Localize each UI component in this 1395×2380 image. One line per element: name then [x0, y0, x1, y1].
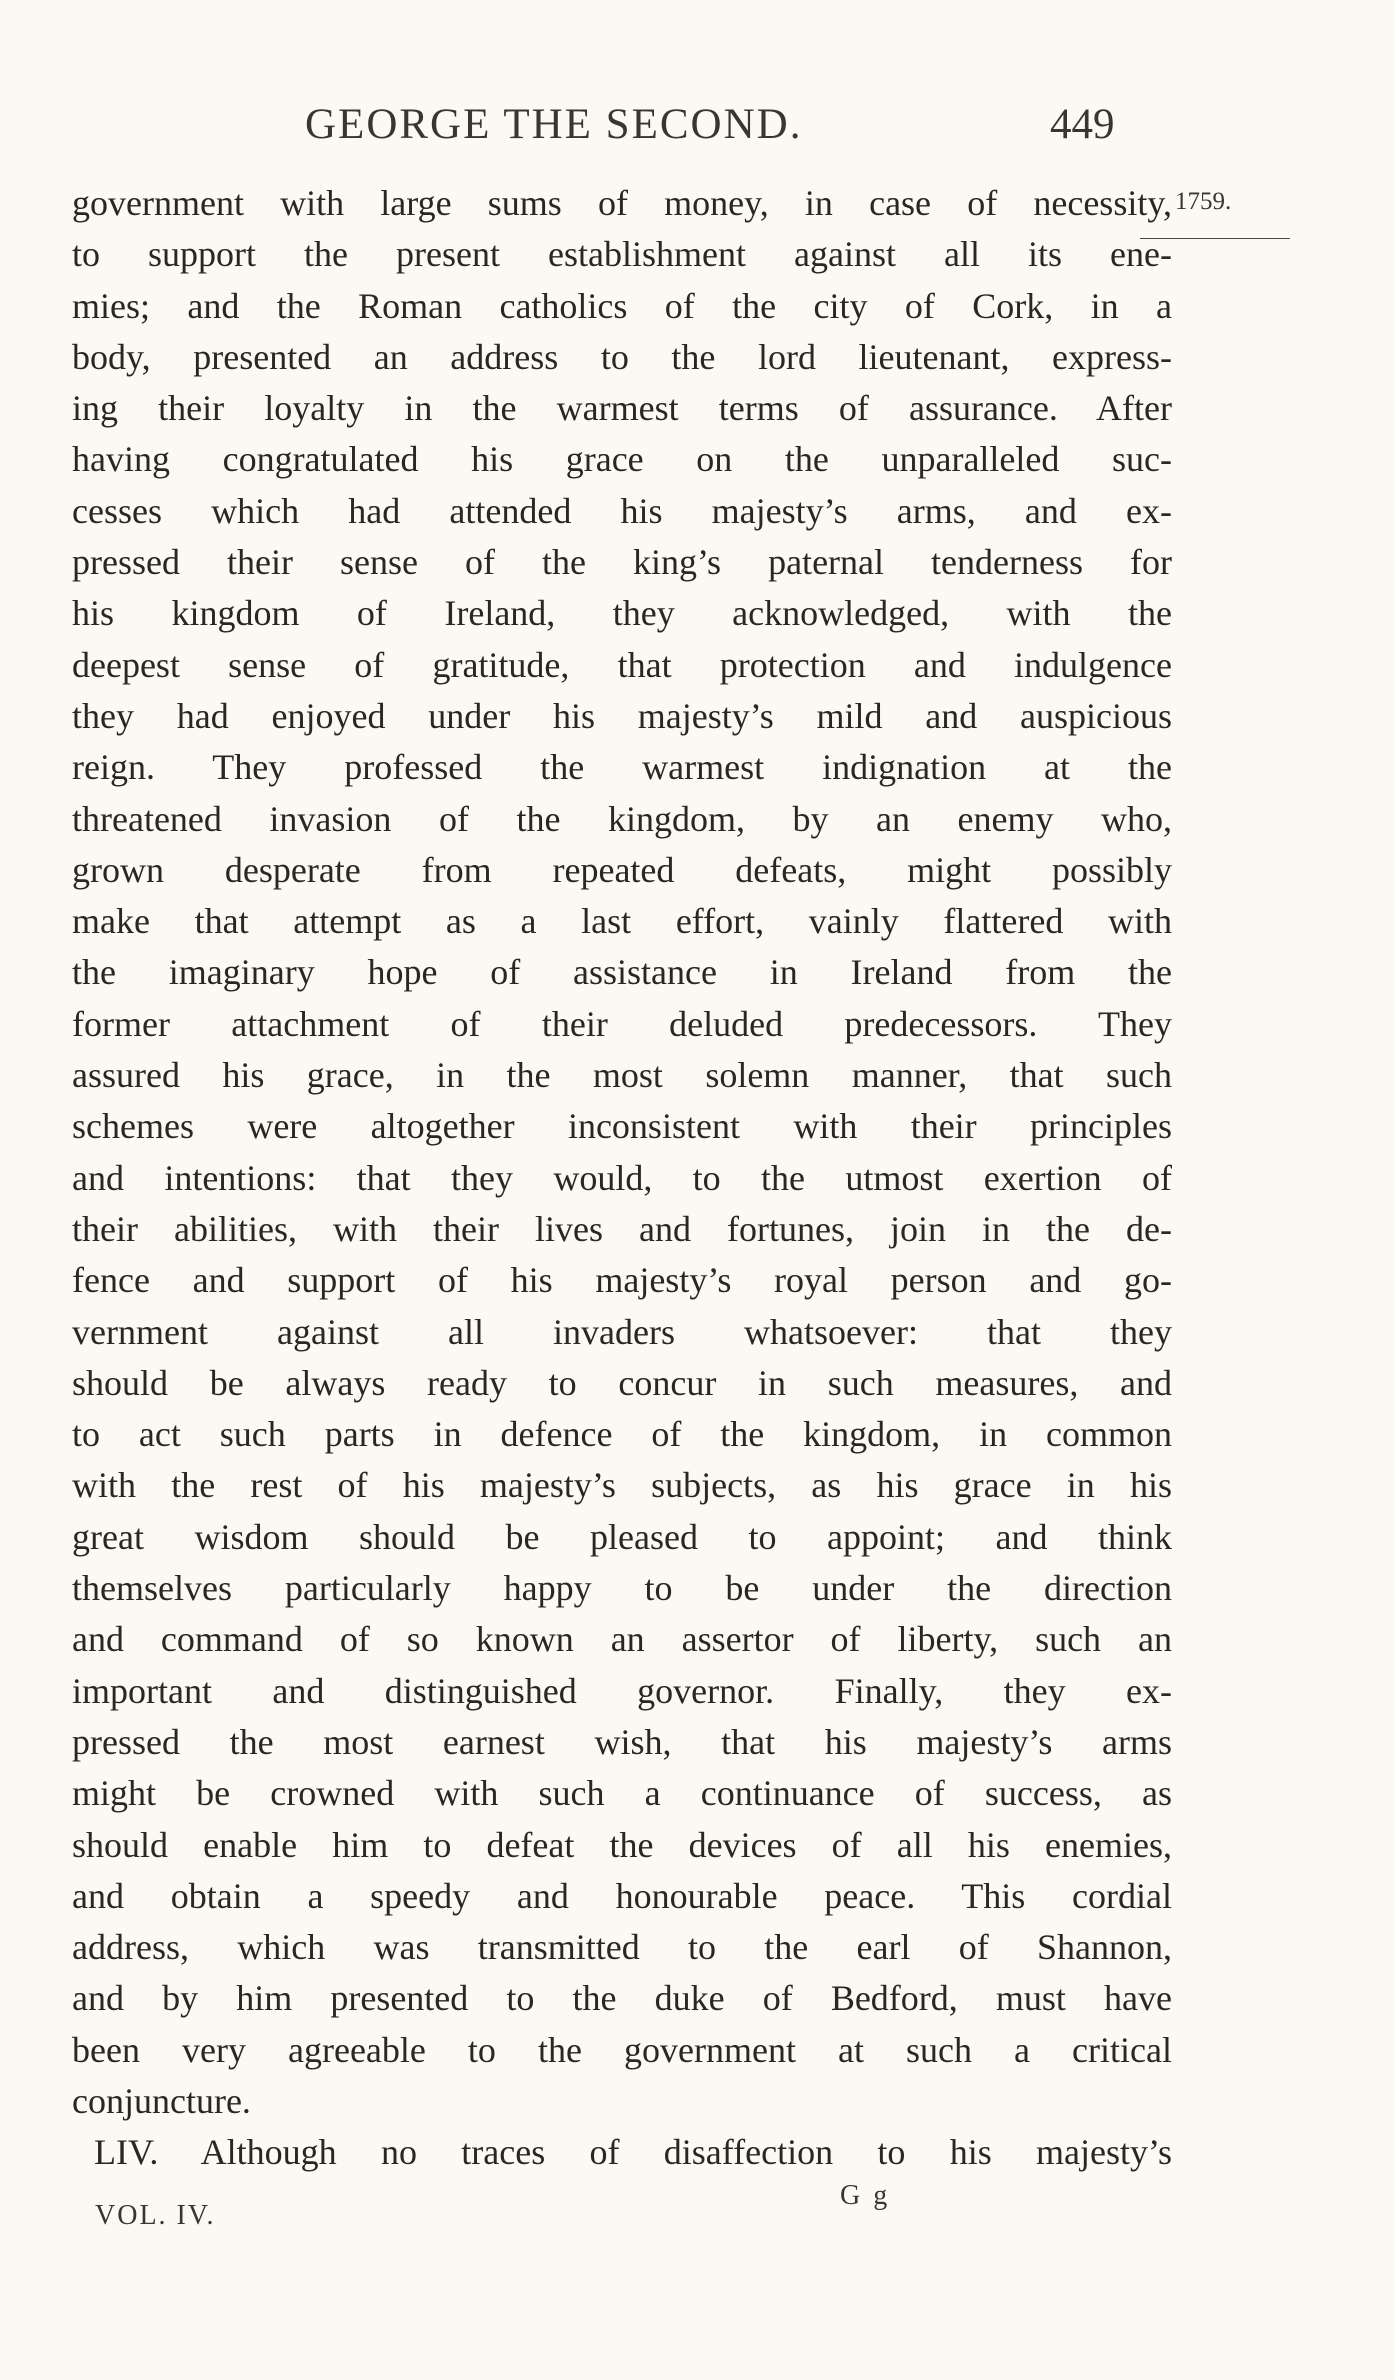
running-title: GEORGE THE SECOND.: [305, 101, 803, 148]
text-line: schemes were altogether inconsistent with their principles: [72, 1106, 1172, 1147]
text-line: government with large sums of money, in case of necessity,: [72, 183, 1172, 223]
text-line: address, which was transmitted to the earl of Shannon,: [72, 1927, 1172, 1968]
text-line: and intentions: that they would, to the utmost exertion of: [72, 1157, 1172, 1198]
text-line: might be crowned with such a continuance of success, as: [72, 1773, 1172, 1814]
text-line: their abilities, with their lives and fortunes, join in the de-: [72, 1208, 1172, 1249]
text-line: pressed their sense of the king’s paternal tenderness for: [72, 542, 1172, 583]
text-line: ing their loyalty in the warmest terms of assurance. After: [72, 388, 1172, 429]
text-line: cesses which had attended his majesty’s arms, and ex-: [72, 490, 1172, 531]
text-line: vernment against all invaders whatsoever: that they: [72, 1311, 1172, 1352]
text-line: make that attempt as a last effort, vainly flattered with: [72, 901, 1172, 942]
text-line: assured his grace, in the most solemn manner, that such: [72, 1055, 1172, 1096]
body-text: [72, 178, 1172, 2179]
text-line: deepest sense of gratitude, that protection and indulgence: [72, 644, 1172, 685]
text-line: threatened invasion of the kingdom, by an enemy who,: [72, 798, 1172, 839]
text-line: body, presented an address to the lord lieutenant, express-: [72, 336, 1172, 377]
text-line: conjuncture.: [72, 2080, 251, 2121]
text-line: pressed the most earnest wish, that his majesty’s arms: [72, 1721, 1172, 1762]
text-line: should be always ready to concur in such measures, and: [72, 1362, 1172, 1403]
signature-mark: G g: [840, 2180, 891, 2211]
text-line: themselves particularly happy to be under the direction: [72, 1568, 1172, 1609]
text-line: and by him presented to the duke of Bedford, must have: [72, 1978, 1172, 2019]
text-line: reign. They professed the warmest indignation at the: [72, 747, 1172, 788]
margin-year-note: 1759.: [1175, 188, 1232, 215]
text-line: having congratulated his grace on the unparalleled suc-: [72, 439, 1172, 480]
text-line: and command of so known an assertor of liberty, such an: [72, 1619, 1172, 1660]
text-line: been very agreeable to the government at such a critical: [72, 2029, 1172, 2070]
text-line: important and distinguished governor. Finally, they ex-: [72, 1670, 1172, 1711]
text-line: great wisdom should be pleased to appoint; and think: [72, 1516, 1172, 1557]
text-line: with the rest of his majesty’s subjects, as his grace in his: [72, 1465, 1172, 1506]
text-line: they had enjoyed under his majesty’s mild and auspicious: [72, 695, 1172, 736]
text-line: fence and support of his majesty’s royal person and go-: [72, 1260, 1172, 1301]
text-line: should enable him to defeat the devices of all his enemies,: [72, 1824, 1172, 1865]
text-line: grown desperate from repeated defeats, might possibly: [72, 849, 1172, 890]
page-number: 449: [1050, 101, 1115, 148]
text-line: his kingdom of Ireland, they acknowledged, with the: [72, 593, 1172, 634]
text-line: and obtain a speedy and honourable peace. This cordial: [72, 1875, 1172, 1916]
text-line: the imaginary hope of assistance in Ireland from the: [72, 952, 1172, 993]
text-line: former attachment of their deluded predecessors. They: [72, 1003, 1172, 1044]
text-line: to act such parts in defence of the kingdom, in common: [72, 1414, 1172, 1455]
next-paragraph-line: LIV. Although no traces of disaffection to his majesty’s: [94, 2132, 1172, 2173]
volume-marker: VOL. IV.: [95, 2200, 216, 2231]
text-line: mies; and the Roman catholics of the city of Cork, in a: [72, 285, 1172, 326]
text-line: to support the present establishment against all its ene-: [72, 234, 1172, 275]
